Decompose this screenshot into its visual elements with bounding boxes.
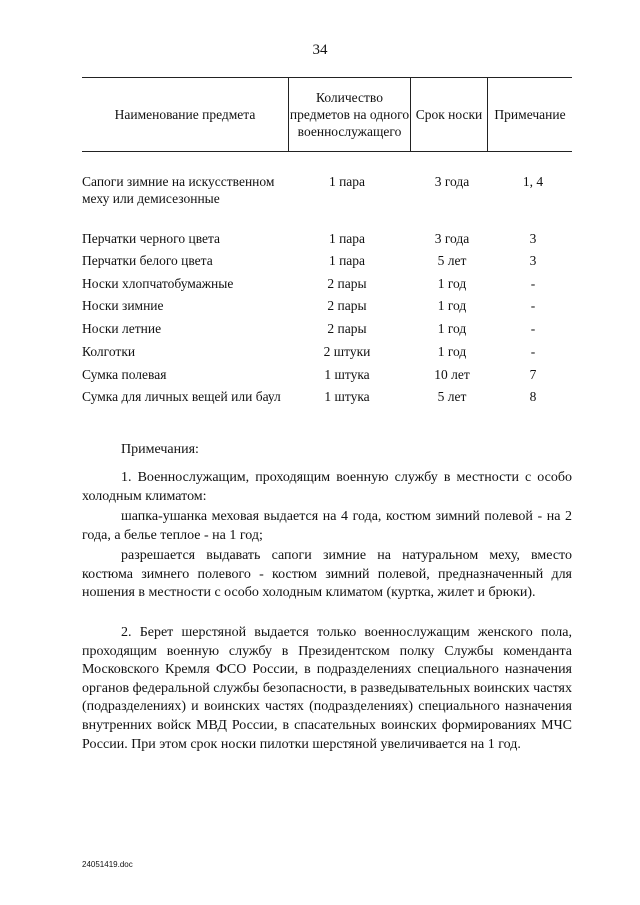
table-header [82, 77, 572, 152]
note-paragraph: 1. Военнослужащим, проходящим военную службу в местности с особо холодным климатом: [82, 470, 572, 504]
item-name: Носки летние [82, 321, 162, 336]
item-name: Сапоги зимние на искусственном меху или демисезонные [82, 174, 275, 206]
item-quantity: 2 пары [327, 298, 367, 313]
page-number: 34 [312, 42, 328, 58]
header-quantity: Количество предметов на одного военнослужащего [289, 90, 410, 139]
item-note: 1, 4 [522, 174, 544, 189]
item-term: 5 лет [437, 389, 467, 404]
item-note: - [530, 321, 536, 336]
item-note: - [530, 344, 536, 359]
note-paragraph: шапка-ушанка меховая выдается на 4 года, костюм зимний полевой - на 2 года, а белье теплое - на 1 год; [82, 509, 572, 543]
item-name: Носки хлопчатобумажные [82, 276, 234, 291]
item-term: 3 года [434, 174, 470, 189]
item-term: 1 год [437, 344, 467, 359]
item-quantity: 2 пары [327, 321, 367, 336]
item-name: Перчатки белого цвета [82, 253, 213, 268]
item-quantity: 1 штука [324, 367, 370, 382]
item-quantity: 1 пара [328, 253, 366, 268]
item-note: 3 [529, 231, 537, 246]
item-name: Носки зимние [82, 298, 164, 313]
item-name: Сумка полевая [82, 367, 167, 382]
notes-title: Примечания: [121, 442, 199, 457]
item-term: 1 год [437, 276, 467, 291]
item-note: - [530, 276, 536, 291]
item-name: Колготки [82, 344, 136, 359]
note-paragraph: разрешается выдавать сапоги зимние на натуральном меху, вместо костюма зимнего полевого - костюм зимний полевой, предназначенный для ношения в местности с особо холодным климатом (куртка, жилет и брюки). [82, 548, 572, 601]
item-note: 3 [529, 253, 537, 268]
item-note: - [530, 298, 536, 313]
item-term: 1 год [437, 321, 467, 336]
item-quantity: 1 штука [324, 389, 370, 404]
item-term: 10 лет [434, 367, 470, 382]
item-name: Перчатки черного цвета [82, 231, 221, 246]
item-quantity: 2 штуки [323, 344, 371, 359]
item-quantity: 1 пара [328, 174, 366, 189]
item-note: 7 [529, 367, 537, 382]
item-quantity: 1 пара [328, 231, 366, 246]
item-term: 1 год [437, 298, 467, 313]
item-term: 5 лет [437, 253, 467, 268]
item-name: Сумка для личных вещей или баул [82, 389, 281, 404]
footer-file-name: 24051419.doc [82, 860, 133, 869]
header-term: Срок носки [415, 107, 483, 122]
header-name: Наименование предмета [114, 107, 256, 122]
note-paragraph: 2. Берет шерстяной выдается только военнослужащим женского пола, проходящим военную службу в Президентском полку Службы коменданта Московского Кремля ФСО России, в подразделениях специального назначения органов федеральной службы безопасности, в разведывательных воинских частях (подразделениях) и воинских частях (подразделениях) специального назначения внутренних войск МВД России, в спасательных воинских формированиях МЧС России. При этом срок носки пилотки шерстяной увеличивается на 1 год. [82, 625, 572, 752]
header-note: Примечание [494, 107, 566, 122]
item-quantity: 2 пары [327, 276, 367, 291]
item-note: 8 [529, 389, 537, 404]
item-term: 3 года [434, 231, 470, 246]
